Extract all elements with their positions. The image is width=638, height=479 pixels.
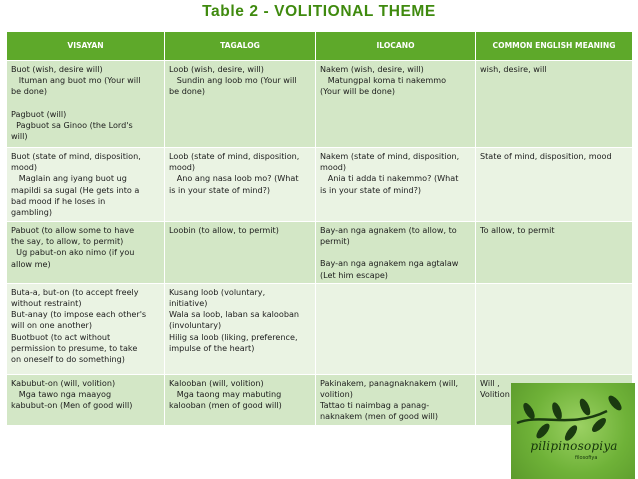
cell-visayan [7, 61, 165, 148]
table-row [7, 61, 633, 148]
cell-english [476, 222, 633, 284]
cell-line: (involuntary) [169, 320, 222, 331]
cell-line: mood) [320, 162, 347, 173]
cell-line: Loob (state of mind, disposition, [169, 151, 300, 161]
cell-tagalog [165, 222, 316, 284]
cell-line [11, 98, 160, 109]
cell-line: Mga tawo nga maayog [11, 389, 112, 400]
cell-visayan [7, 148, 165, 222]
cell-line: Nakem (state of mind, disposition, [320, 151, 460, 161]
cell-line: Hilig sa loob (liking, preference, [169, 331, 298, 342]
cell-line: Ania ti adda ti nakemmo? (What [320, 173, 459, 184]
cell-line: Pabuot (to allow some to have [11, 225, 135, 235]
cell-line: be done) [11, 86, 48, 97]
cell-line: Pagbuot sa Ginoo (the Lord's [11, 119, 133, 130]
cell-line: mapildi sa sugal (He gets into a [11, 184, 140, 195]
cell-line: mood) [11, 162, 38, 173]
cell-visayan [7, 283, 165, 374]
cell-line: Matungpal koma ti nakemmo [320, 75, 447, 86]
cell-visayan [7, 374, 165, 425]
cell-line: will) [11, 131, 28, 142]
cell-line: Kabubut-on (will, volition) [11, 377, 116, 388]
cell-line: initiative) [169, 298, 208, 309]
cell-line: Buot (state of mind, disposition, [11, 151, 141, 161]
cell-tagalog [165, 374, 316, 425]
table-row [7, 148, 633, 222]
cell-line: Buot (wish, desire will) [11, 64, 103, 74]
cell-tagalog [165, 283, 316, 374]
header-tagalog: TAGALOG [165, 32, 316, 61]
cell-line: volition) [320, 389, 353, 400]
cell-line: permission to presume, to take [11, 342, 138, 353]
cell-line: Ituman ang buot mo (Your will [11, 75, 141, 86]
header-english-meaning: COMMON ENGLISH MEANING [476, 32, 633, 61]
cell-line: Buta-a, but-on (to accept freely [11, 286, 139, 297]
cell-line: will on one another) [11, 320, 93, 331]
cell-line: Maglain ang iyang buot ug [11, 173, 127, 184]
cell-line: Pakinakem, panagnaknakem (will, [320, 377, 459, 388]
cell-line: kalooban (men of good will) [169, 400, 282, 411]
cell-english [476, 148, 633, 222]
cell-line: is in your state of mind?) [169, 184, 271, 195]
cell-line: gambling) [11, 207, 53, 218]
cell-tagalog [165, 61, 316, 148]
cell-ilocano [316, 222, 476, 284]
cell-line: bad mood if he loses in [11, 195, 106, 206]
cell-line: Sundin ang loob mo (Your will [169, 75, 297, 86]
cell-ilocano [316, 374, 476, 425]
cell-tagalog [165, 148, 316, 222]
cell-line: Loobin (to allow, to permit) [169, 225, 279, 235]
cell-ilocano [316, 61, 476, 148]
cell-line: the say, to allow, to permit) [11, 236, 124, 247]
header-visayan: VISAYAN [7, 32, 165, 61]
cell-line: Tattao ti naimbag a panag- [320, 400, 430, 411]
cell-line: Ano ang nasa loob mo? (What [169, 173, 299, 184]
cell-line: permit) [320, 236, 350, 247]
pilipinosopiya-logo [511, 383, 635, 479]
cell-line: on oneself to do something) [11, 354, 125, 365]
header-ilocano: ILOCANO [316, 32, 476, 61]
cell-english [476, 283, 633, 374]
leaf-vine-icon [511, 383, 635, 479]
cell-line: without restraint) [11, 298, 82, 309]
table-row [7, 222, 633, 284]
cell-line: be done) [169, 86, 206, 97]
table-title: Table 2 - VOLITIONAL THEME [202, 3, 436, 20]
cell-line: naknakem (men of good will) [320, 411, 439, 422]
cell-line: Loob (wish, desire, will) [169, 64, 264, 74]
cell-ilocano [316, 283, 476, 374]
cell-line: Pagbuot (will) [11, 108, 67, 119]
cell-ilocano [316, 148, 476, 222]
cell-english [476, 61, 633, 148]
table-row [7, 283, 633, 374]
cell-line: To allow, to permit [480, 225, 555, 235]
logo-subtext: filosofiya [575, 455, 598, 461]
cell-line: Kalooban (will, volition) [169, 377, 264, 388]
cell-line: Wala sa loob, laban sa kalooban [169, 309, 300, 320]
cell-line: Kusang loob (voluntary, [169, 286, 266, 297]
cell-line: (Let him escape) [320, 269, 388, 280]
cell-line: State of mind, disposition, mood [480, 151, 612, 161]
cell-line: Buotbuot (to act without [11, 331, 111, 342]
cell-line: Ug pabut-on ako nimo (if you [11, 247, 135, 258]
cell-line: impulse of the heart) [169, 342, 255, 353]
cell-visayan [7, 222, 165, 284]
cell-line [320, 247, 471, 258]
cell-line: Nakem (wish, desire, will) [320, 64, 424, 74]
cell-line: Will , [480, 377, 500, 388]
volitional-theme-table [6, 32, 633, 426]
cell-line: Bay-an nga agnakem (to allow, to [320, 225, 457, 235]
cell-line: wish, desire, will [480, 64, 547, 74]
cell-line: allow me) [11, 258, 51, 269]
cell-line: mood) [169, 162, 196, 173]
header-row [7, 32, 633, 61]
cell-line: kabubut-on (Men of good will) [11, 400, 133, 411]
logo-text: pilipinosopiya [530, 439, 618, 453]
cell-line: (Your will be done) [320, 86, 395, 97]
cell-line: But-anay (to impose each other's [11, 309, 147, 320]
cell-line: is in your state of mind?) [320, 184, 422, 195]
cell-line: Bay-an nga agnakem nga agtalaw [320, 258, 459, 269]
cell-line: Mga taong may mabuting [169, 389, 282, 400]
cell-line: Volition [480, 389, 510, 400]
